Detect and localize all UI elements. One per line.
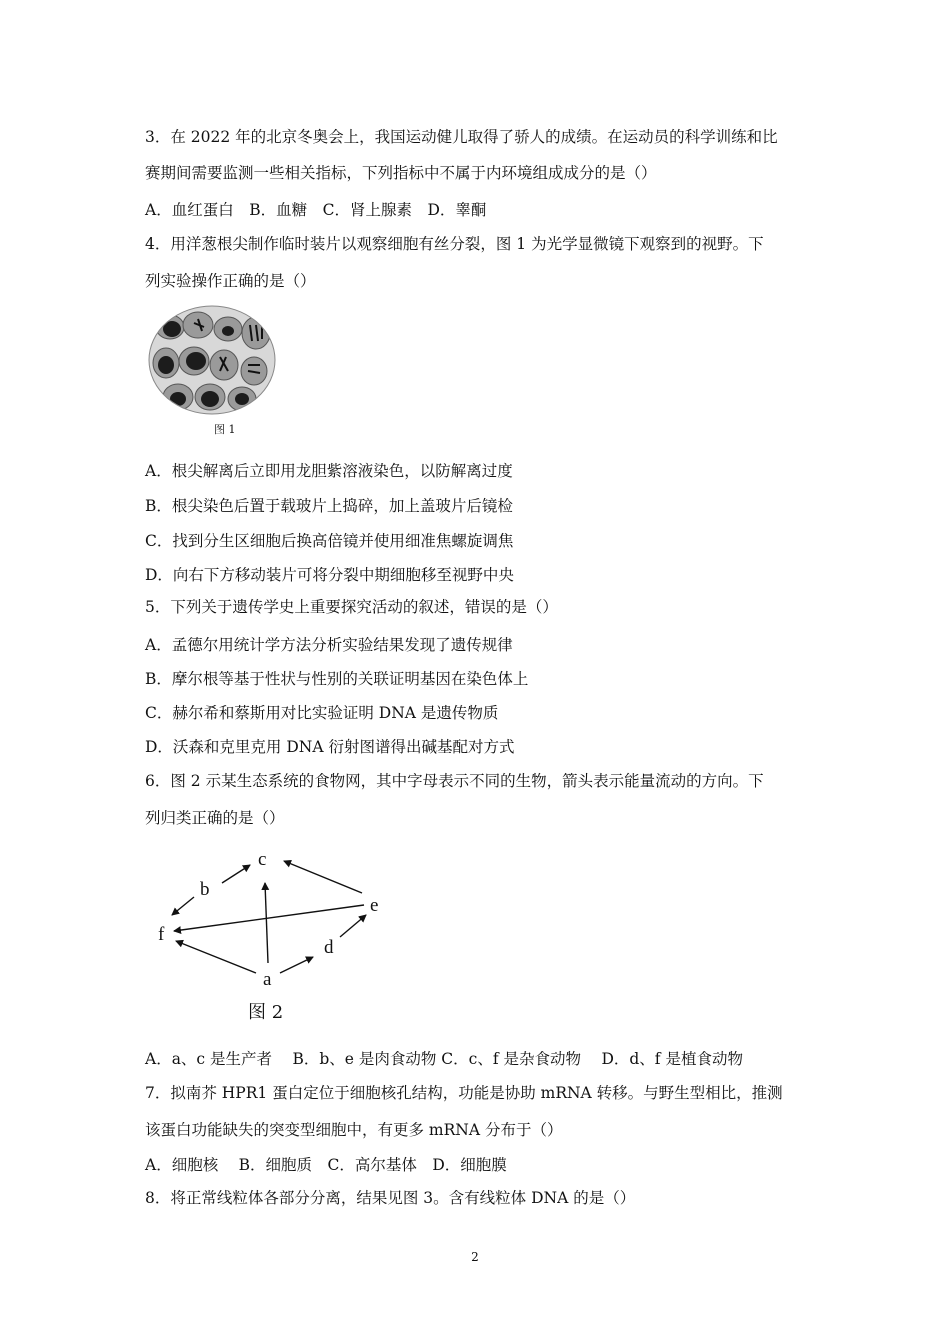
q3-options: A．血红蛋白 B．血糖 C．肾上腺素 D．睾酮 bbox=[145, 201, 487, 219]
q6-stem-line1: 6．图 2 示某生态系统的食物网，其中字母表示不同的生物，箭头表示能量流动的方向。下 bbox=[145, 772, 764, 790]
q3-stem-line2: 赛期间需要监测一些相关指标，下列指标中不属于内环境组成成分的是（） bbox=[145, 164, 657, 182]
q4-option-b: B．根尖染色后置于载玻片上捣碎，加上盖玻片后镜检 bbox=[145, 497, 513, 515]
q5-stem: 5．下列关于遗传学史上重要探究活动的叙述，错误的是（） bbox=[145, 598, 558, 616]
q7-options: A．细胞核 B．细胞质 C．高尔基体 D．细胞膜 bbox=[145, 1156, 507, 1174]
figure-1-caption: 图 1 bbox=[214, 423, 236, 436]
q6-options: A．a、c 是生产者 B．b、e 是肉食动物 C．c、f 是杂食动物 D．d、f 是植食动物 bbox=[145, 1050, 743, 1068]
node-a: a bbox=[263, 969, 272, 990]
q5-option-d: D．沃森和克里克用 DNA 衍射图谱得出碱基配对方式 bbox=[145, 738, 515, 756]
q5-option-c: C．赫尔希和蔡斯用对比实验证明 DNA 是遗传物质 bbox=[145, 704, 499, 722]
q4-option-a: A．根尖解离后立即用龙胆紫溶液染色，以防解离过度 bbox=[145, 462, 513, 480]
q7-stem-line2: 该蛋白功能缺失的突变型细胞中，有更多 mRNA 分布于（） bbox=[145, 1121, 563, 1139]
q7-stem-line1: 7．拟南芥 HPR1 蛋白定位于细胞核孔结构，功能是协助 mRNA 转移。与野生型相比，推测 bbox=[145, 1084, 783, 1102]
node-d: d bbox=[324, 937, 334, 958]
figure-1-micrograph bbox=[148, 305, 276, 415]
q4-option-d: D．向右下方移动装片可将分裂中期细胞移至视野中央 bbox=[145, 566, 514, 584]
page-number: 2 bbox=[471, 1250, 479, 1264]
q8-stem: 8．将正常线粒体各部分分离，结果见图 3。含有线粒体 DNA 的是（） bbox=[145, 1189, 636, 1207]
q4-option-c: C．找到分生区细胞后换高倍镜并使用细准焦螺旋调焦 bbox=[145, 532, 514, 550]
node-c: c bbox=[258, 849, 267, 870]
figure-2-caption: 图 2 bbox=[248, 1002, 284, 1023]
q5-option-b: B．摩尔根等基于性状与性别的关联证明基因在染色体上 bbox=[145, 670, 529, 688]
q6-stem-line2: 列归类正确的是（） bbox=[145, 809, 285, 827]
node-e: e bbox=[370, 895, 379, 916]
node-f: f bbox=[158, 924, 165, 945]
q5-option-a: A．孟德尔用统计学方法分析实验结果发现了遗传规律 bbox=[145, 636, 513, 654]
q3-stem-line1: 3．在 2022 年的北京冬奥会上，我国运动健儿取得了骄人的成绩。在运动员的科学训练和比 bbox=[145, 128, 778, 146]
q4-stem-line1: 4．用洋葱根尖制作临时装片以观察细胞有丝分裂，图 1 为光学显微镜下观察到的视野。下 bbox=[145, 235, 764, 253]
q4-stem-line2: 列实验操作正确的是（） bbox=[145, 272, 316, 290]
figure-2-food-web bbox=[150, 845, 400, 1025]
node-b: b bbox=[200, 879, 210, 900]
